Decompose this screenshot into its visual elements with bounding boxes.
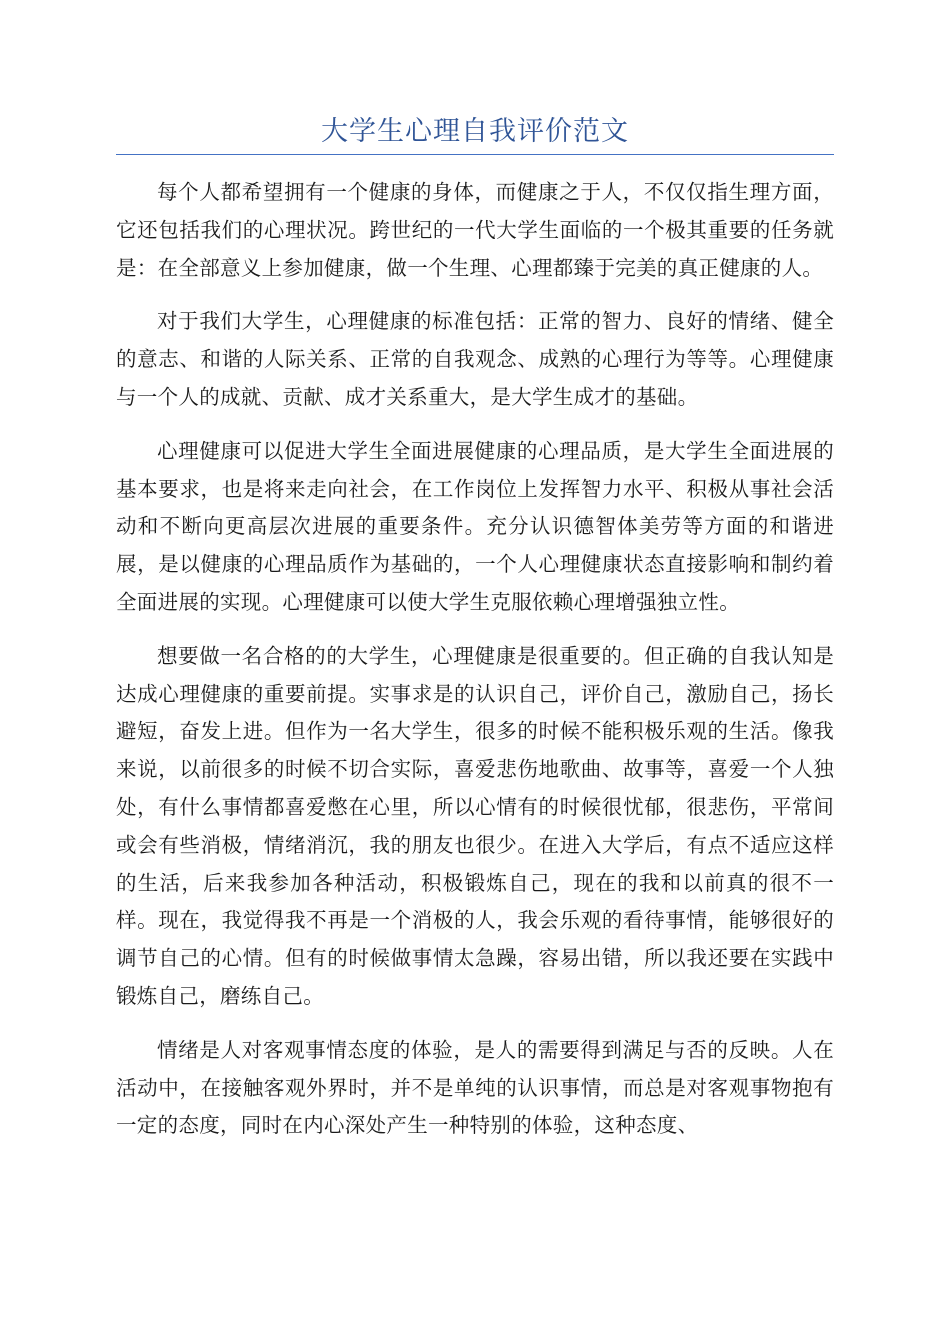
paragraph: 心理健康可以促进大学生全面进展健康的心理品质，是大学生全面进展的基本要求，也是将来走向社会，在工作岗位上发挥智力水平、积极从事社会活动和不断向更高层次进展的重要条件。充分认识德智体美劳等方面的和谐进展，是以健康的心理品质作为基础的，一个人心理健康状态直接影响和制约着全面进展的实现。心理健康可以使大学生克服依赖心理增强独立性。: [116, 438, 834, 614]
paragraph: 对于我们大学生，心理健康的标准包括：正常的智力、良好的情绪、健全的意志、和谐的人际关系、正常的自我观念、成熟的心理行为等等。心理健康与一个人的成就、贡献、成才关系重大，是大学生成才的基础。: [116, 309, 834, 409]
paragraph: 情绪是人对客观事情态度的体验，是人的需要得到满足与否的反映。人在活动中，在接触客观外界时，并不是单纯的认识事情，而总是对客观事物抱有一定的态度，同时在内心深处产生一种特别的体验，这种态度、: [116, 1037, 834, 1138]
document-title: 大学生心理自我评价范文: [321, 116, 629, 147]
paragraph: 想要做一名合格的的大学生，心理健康是很重要的。但正确的自我认知是达成心理健康的重要前提。实事求是的认识自己，评价自己，激励自己，扬长避短，奋发上进。但作为一名大学生，很多的时候不能积极乐观的生活。像我来说，以前很多的时候不切合实际，喜爱悲伤地歌曲、故事等，喜爱一个人独处，有什么事情都喜爱憋在心里，所以心情有的时候很忧郁，很悲伤，平常间或会有些消极，情绪消沉，我的朋友也很少。在进入大学后，有点不适应这样的生活，后来我参加各种活动，积极锻炼自己，现在的我和以前真的很不一样。现在，我觉得我不再是一个消极的人，我会乐观的看待事情，能够很好的调节自己的心情。但有的时候做事情太急躁，容易出错，所以我还要在实践中锻炼自己，磨练自己。: [116, 643, 834, 1008]
document-body: [116, 174, 834, 1161]
title-underline: [116, 154, 834, 155]
paragraph: 每个人都希望拥有一个健康的身体，而健康之于人，不仅仅指生理方面，它还包括我们的心理状况。跨世纪的一代大学生面临的一个极其重要的任务就是：在全部意义上参加健康，做一个生理、心理都臻于完美的真正健康的人。: [116, 180, 834, 280]
